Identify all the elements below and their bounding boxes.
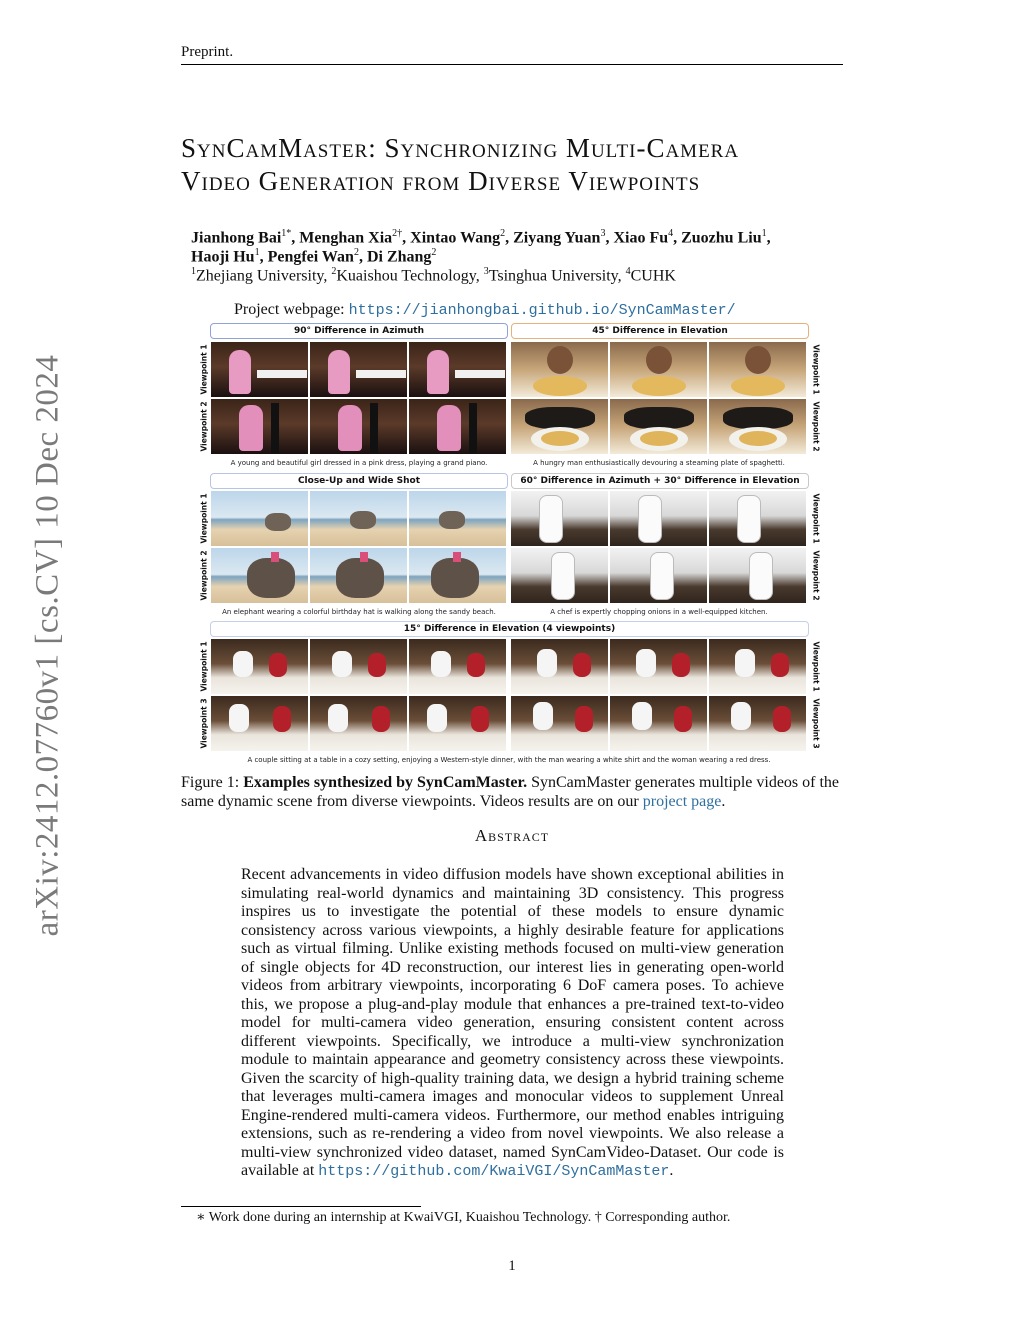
viewpoint-label: Viewpoint 2 — [199, 549, 209, 601]
video-frame-dinner — [310, 696, 407, 751]
author-name: Haoji Hu — [191, 248, 255, 266]
viewpoint-label: Viewpoint 1 — [811, 640, 821, 692]
video-frame-dinner — [211, 696, 308, 751]
abstract-end: . — [669, 1162, 674, 1179]
author-name: Zuozhu Liu — [681, 229, 762, 247]
figure-caption-bold: Examples synthesized by SynCamMaster. — [243, 774, 528, 791]
author-sup: 2† — [392, 228, 403, 239]
abstract-heading: Abstract — [474, 826, 550, 845]
affiliation-sup: 4 — [625, 266, 631, 277]
caption-dinner: A couple sitting at a table in a cozy setting, enjoying a Western-style dinner, with the man wearing a white shirt and the woman wearing a red dress. — [247, 756, 771, 764]
viewpoint-label: Viewpoint 1 — [199, 343, 209, 395]
video-frame-chef — [511, 491, 608, 546]
video-frame-piano — [409, 342, 506, 397]
viewpoint-label: Viewpoint 2 — [811, 400, 821, 452]
heading-elevation: 45° Difference in Elevation — [511, 323, 809, 339]
video-frame-spaghetti — [709, 399, 806, 454]
video-frame-piano — [211, 342, 308, 397]
video-frame-chef — [709, 548, 806, 603]
arxiv-stamp-text: arXiv:2412.07760v1 [cs.CV] 10 Dec 2024 — [29, 354, 66, 936]
heading-closeup: Close-Up and Wide Shot — [210, 473, 508, 489]
viewpoint-label: Viewpoint 3 — [199, 697, 209, 749]
video-frame-dinner — [709, 696, 806, 751]
viewpoint-label: Viewpoint 2 — [199, 400, 209, 452]
author-sup: 2 — [500, 228, 506, 239]
video-frame-dinner — [409, 639, 506, 694]
video-frame-elephant — [310, 491, 407, 546]
video-frame-chef — [709, 491, 806, 546]
affiliation-name: Tsinghua University — [488, 267, 618, 285]
video-frame-elephant — [211, 491, 308, 546]
video-frame-dinner — [310, 639, 407, 694]
video-frame-spaghetti — [610, 399, 707, 454]
author-name: Di Zhang — [366, 248, 432, 266]
video-frame-chef — [610, 491, 707, 546]
video-frame-elephant — [409, 491, 506, 546]
author-name: Menghan Xia — [299, 229, 393, 247]
caption-chef: A chef is expertly chopping onions in a well-equipped kitchen. — [550, 608, 768, 616]
video-frame-elephant — [310, 548, 407, 603]
paper-title-line-1: SynCamMaster: Synchronizing Multi-Camera — [181, 133, 740, 163]
video-frame-dinner — [409, 696, 506, 751]
viewpoint-label: Viewpoint 1 — [199, 492, 209, 544]
affiliation-sup: 2 — [331, 266, 337, 277]
viewpoint-label: Viewpoint 1 — [199, 640, 209, 692]
caption-elephant: An elephant wearing a colorful birthday hat is walking along the sandy beach. — [222, 608, 496, 616]
project-webpage-line — [234, 301, 736, 319]
author-sup: 3 — [600, 228, 606, 239]
figure-label: Figure 1: — [181, 774, 244, 791]
figure-caption-end: . — [721, 793, 726, 810]
viewpoint-label: Viewpoint 1 — [811, 343, 821, 395]
video-frame-piano — [310, 399, 407, 454]
affiliation-sup: 3 — [483, 266, 489, 277]
video-frame-piano — [211, 399, 308, 454]
author-name: Pengfei Wan — [267, 248, 354, 266]
footnote-rule — [181, 1206, 421, 1207]
affiliation-sup: 1 — [191, 266, 196, 277]
viewpoint-label: Viewpoint 2 — [811, 549, 821, 601]
author-sup: 2 — [431, 247, 437, 258]
author-sup: 1 — [254, 247, 260, 258]
page-number: 1 — [508, 1258, 516, 1274]
video-frame-piano — [409, 399, 506, 454]
video-frame-piano — [310, 342, 407, 397]
author-sup: 1* — [281, 228, 292, 239]
author-list-line-2: Haoji Hu$^1$, Pengfei Wan$^2$, Di Zhang$^2$ — [191, 247, 437, 266]
video-frame-elephant — [409, 548, 506, 603]
viewpoint-label: Viewpoint 1 — [811, 492, 821, 544]
affiliations: $^1$Zhejiang University, $^2$Kuaishou Technology, $^3$Tsinghua University, $^4$CUHK — [191, 266, 676, 285]
video-frame-dinner — [511, 696, 608, 751]
video-frame-spaghetti — [610, 342, 707, 397]
project-page-link[interactable]: project page — [642, 793, 722, 810]
author-name: Jianhong Bai — [191, 229, 282, 247]
footnote: ∗ Work done during an internship at KwaiVGI, Kuaishou Technology. † Corresponding author. — [196, 1210, 731, 1225]
video-frame-dinner — [610, 696, 707, 751]
caption-spaghetti: A hungry man enthusiastically devouring a steaming plate of spaghetti. — [533, 459, 785, 467]
author-sup: 1 — [761, 228, 767, 239]
video-frame-chef — [610, 548, 707, 603]
author-name: Ziyang Yuan — [513, 229, 601, 247]
running-header: Preprint. — [181, 44, 234, 60]
video-frame-dinner — [211, 639, 308, 694]
heading-four-view: 15° Difference in Elevation (4 viewpoints) — [210, 621, 809, 637]
figure-caption — [181, 773, 843, 811]
author-sup: 2 — [353, 247, 359, 258]
affiliation-name: Kuaishou Technology — [336, 267, 476, 285]
affiliation-name: CUHK — [630, 267, 676, 285]
author-name: Xiao Fu — [613, 229, 669, 247]
figure-caption-text: SynCamMaster generates multiple videos of the same dynamic scene from diverse viewpoints. Videos results are on our — [181, 774, 840, 810]
header-rule — [181, 64, 843, 65]
paper-title-line-2: Video Generation from Diverse Viewpoints — [181, 166, 701, 196]
caption-piano: A young and beautiful girl dressed in a pink dress, playing a grand piano. — [230, 459, 488, 467]
video-frame-spaghetti — [511, 342, 608, 397]
viewpoint-label: Viewpoint 3 — [811, 697, 821, 749]
video-frame-dinner — [709, 639, 806, 694]
abstract-body — [241, 866, 784, 1182]
video-frame-spaghetti — [511, 399, 608, 454]
video-frame-elephant — [211, 548, 308, 603]
code-url-link[interactable]: https://github.com/KwaiVGI/SynCamMaster — [318, 1163, 670, 1180]
author-list-line-1: Jianhong Bai$^{1*}$, Menghan Xia$^{2\dagger}$, Xintao Wang$^2$, Ziyang Yuan$^3$, Xiao Fu$^4$, Zuozhu Liu$^1$, — [191, 228, 771, 247]
video-frame-spaghetti — [709, 342, 806, 397]
heading-azimuth: 90° Difference in Azimuth — [210, 323, 508, 339]
heading-combo: 60° Difference in Azimuth + 30° Difference in Elevation — [511, 473, 809, 489]
arxiv-stamp — [18, 350, 78, 940]
project-url-link[interactable]: https://jianhongbai.github.io/SynCamMaster/ — [348, 302, 736, 319]
abstract-text: Recent advancements in video diffusion models have shown exceptional abilities in simulating real-world dynamics and maintaining 3D consistency. This progress inspires us to investigate the potential of these models to ensure dynamic consistency across various viewpoints, a highly desirable feature for applications such as virtual filming. Unlike existing methods focused on multi-view generation of single objects for 4D reconstruction, our interest lies in generating open-world videos from arbitrary viewpoints, incorporating 6 DoF camera poses. To achieve this, we propose a plug-and-play module that enhances a pre-trained text-to-video model for multi-camera video generation, ensuring consistent content across different viewpoints. Specifically, we introduce a multi-view synchronization module to maintain appearance and geometry consistency across these viewpoints. Given the scarcity of high-quality training data, we design a hybrid training scheme that leverages multi-camera images and monocular videos to supplement Unreal Engine-rendered multi-camera videos. Furthermore, our method enables intriguing extensions, such as re-rendering a video from novel viewpoints. We also release a multi-view synchronized video dataset, named SynCamVideo-Dataset. Our code is available at — [241, 866, 784, 1179]
author-sup: 4 — [668, 228, 674, 239]
video-frame-chef — [511, 548, 608, 603]
project-label: Project webpage: — [234, 301, 349, 318]
author-name: Xintao Wang — [410, 229, 501, 247]
affiliation-name: Zhejiang University — [196, 267, 324, 285]
video-frame-dinner — [610, 639, 707, 694]
video-frame-dinner — [511, 639, 608, 694]
